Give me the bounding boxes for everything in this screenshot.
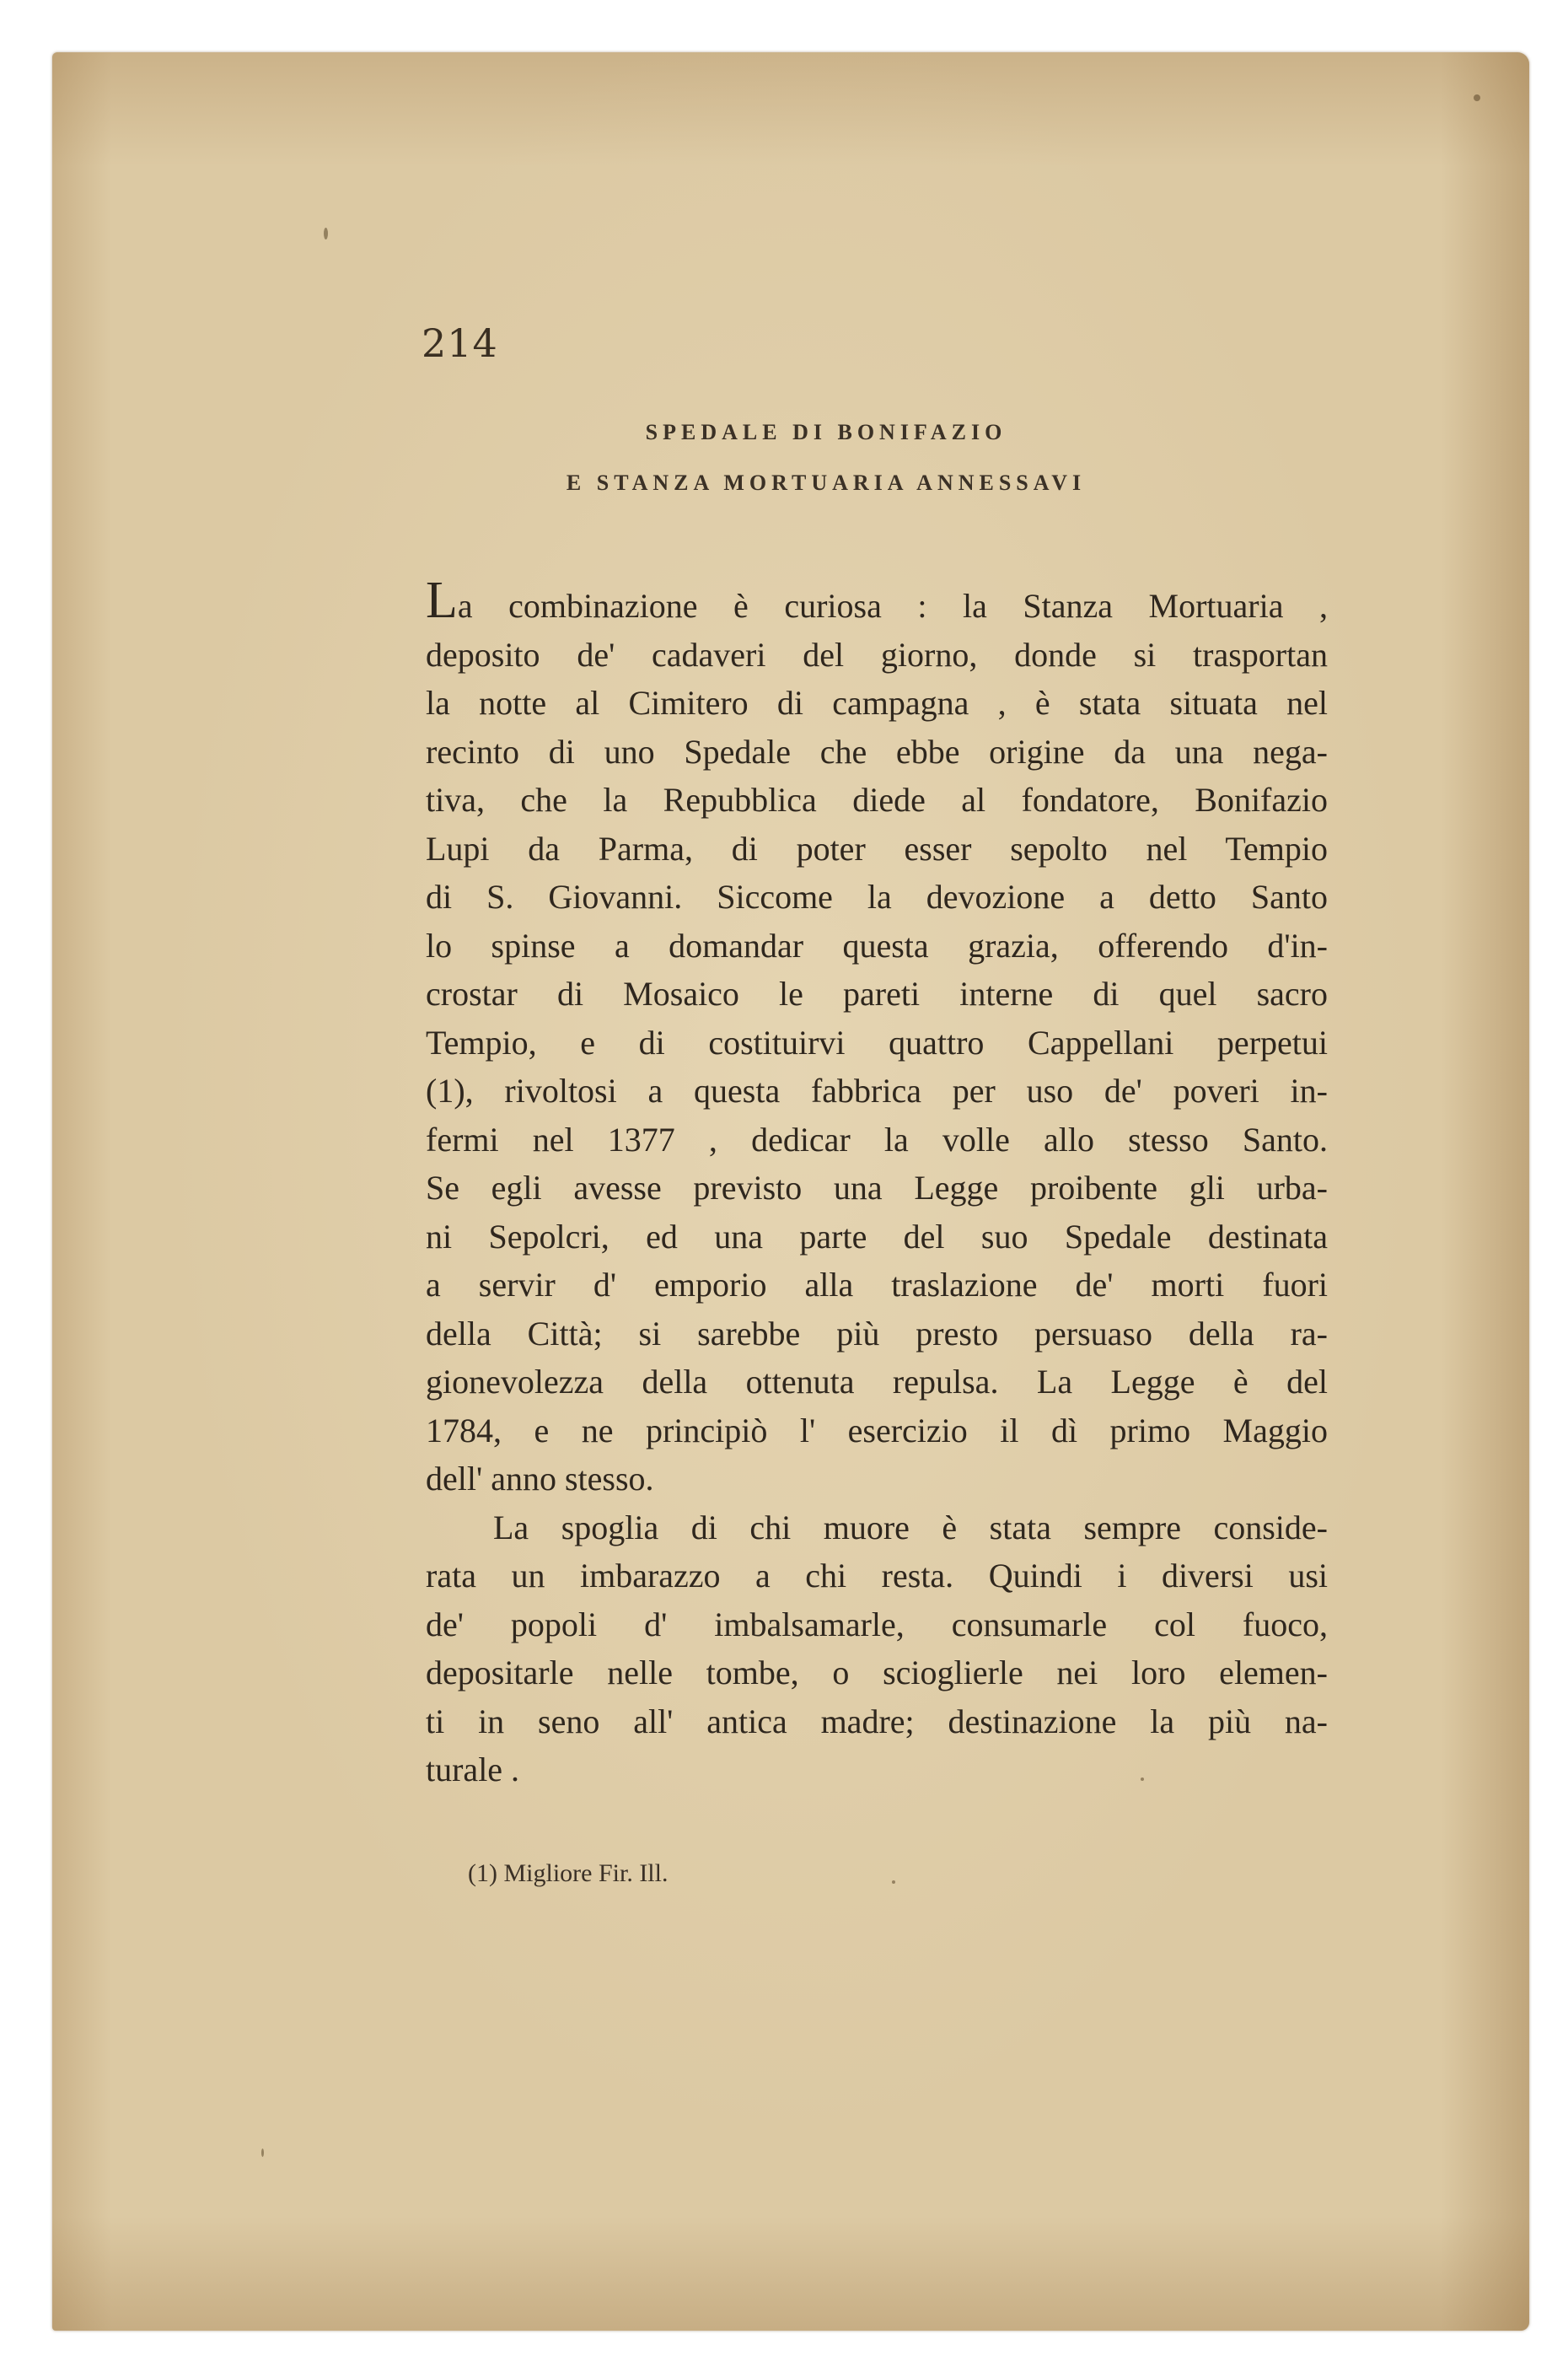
body-text bbox=[426, 572, 1328, 1794]
paper-spot bbox=[324, 228, 328, 239]
text-line: tiva, che la Repubblica diede al fondatore, Bonifazio bbox=[426, 781, 1328, 819]
text-line: crostar di Mosaico le pareti interne di quel sacro bbox=[426, 975, 1328, 1013]
text-line: di S. Giovanni. Siccome la devozione a detto Santo bbox=[426, 878, 1328, 916]
text-line: recinto di uno Spedale che ebbe origine da una nega- bbox=[426, 732, 1328, 771]
text-line: 1784, e ne principiò l' esercizio il dì primo Maggio bbox=[426, 1411, 1328, 1449]
text-line: (1), rivoltosi a questa fabbrica per uso de' poveri in- bbox=[426, 1072, 1328, 1110]
text-line: ni Sepolcri, ed una parte del suo Spedale destinata bbox=[426, 1217, 1328, 1256]
text-line: turale . bbox=[426, 1751, 520, 1788]
drop-cap: L bbox=[426, 572, 458, 629]
text-line: la notte al Cimitero di campagna , è stata situata nel bbox=[426, 684, 1328, 722]
text-line: Se egli avesse previsto una Legge proibente gli urba- bbox=[426, 1169, 1328, 1207]
text-line bbox=[426, 572, 1328, 631]
footnote: (1) Migliore Fir. Ill. bbox=[468, 1859, 669, 1887]
text-line: deposito de' cadaveri del giorno, donde si trasportan bbox=[426, 635, 1328, 674]
text-line: rata un imbarazzo a chi resta. Quindi i diversi usi bbox=[426, 1557, 1328, 1595]
paper-spot bbox=[261, 2149, 264, 2157]
text-line-content: a combinazione è curiosa : la Stanza Mortuaria , bbox=[457, 587, 1328, 625]
text-line: a servir d' emporio alla traslazione de' morti fuori bbox=[426, 1266, 1328, 1304]
heading-line-1: SPEDALE DI BONIFAZIO bbox=[645, 420, 1007, 444]
text-line: La spoglia di chi muore è stata sempre conside- bbox=[493, 1508, 1328, 1546]
text-line: Tempio, e di costituirvi quattro Cappellani perpetui bbox=[426, 1023, 1328, 1062]
paper-spot bbox=[1474, 94, 1480, 101]
text-line: dell' anno stesso. bbox=[426, 1460, 654, 1498]
page-number: 214 bbox=[422, 320, 498, 366]
text-line: gionevolezza della ottenuta repulsa. La Legge è del bbox=[426, 1363, 1328, 1401]
text-line: fermi nel 1377 , dedicar la volle allo stesso Santo. bbox=[426, 1120, 1328, 1159]
text-line: de' popoli d' imbalsamarle, consumarle col fuoco, bbox=[426, 1605, 1328, 1643]
text-line: Lupi da Parma, di poter esser sepolto nel Tempio bbox=[426, 829, 1328, 868]
heading-line-2: E STANZA MORTUARIA ANNESSAVI bbox=[566, 471, 1087, 495]
text-line: depositarle nelle tombe, o scioglierle nei loro elemen- bbox=[426, 1654, 1328, 1691]
text-line: ti in seno all' antica madre; destinazione la più na- bbox=[426, 1702, 1328, 1740]
paper-spot bbox=[1141, 1777, 1144, 1781]
paper-spot bbox=[892, 1880, 895, 1884]
text-line: della Città; si sarebbe più presto persuaso della ra- bbox=[426, 1314, 1328, 1353]
text-line: lo spinse a domandar questa grazia, offerendo d'in- bbox=[426, 926, 1328, 965]
